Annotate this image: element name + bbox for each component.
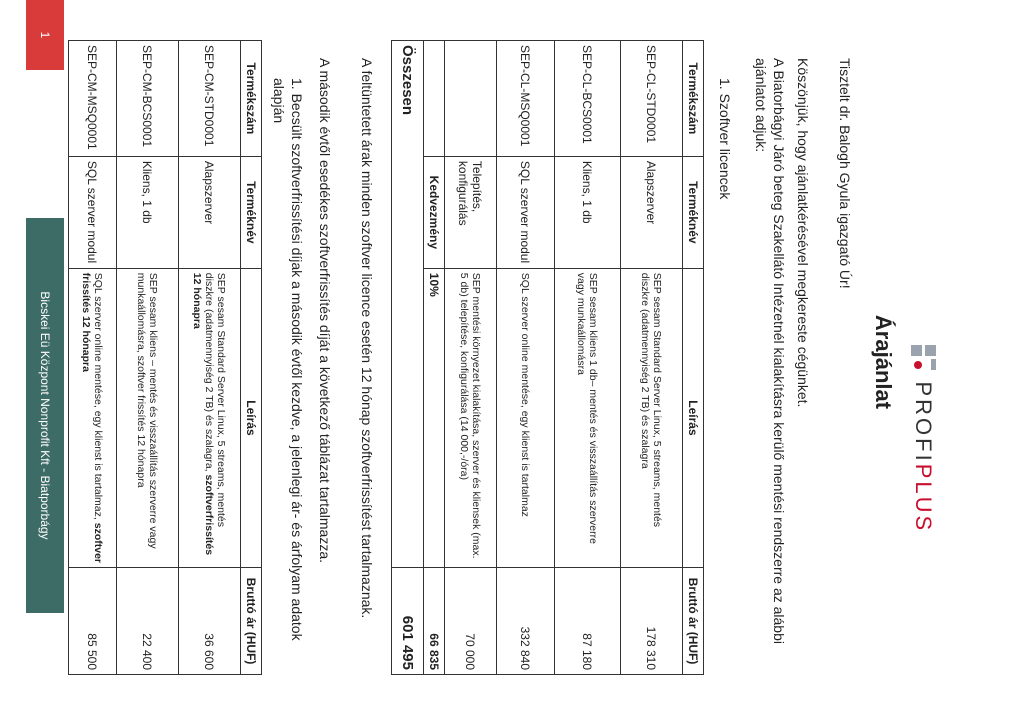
product-price: 85 500 [69,568,117,675]
product-price: 332 840 [497,568,555,675]
note-text: A feltüntetett árak minden szoftver licence esetén 12 hónap szoftverfrissítést tartalmaznak. [359,58,375,619]
product-description: SQL szerver online mentése, egy klienst is tartalmaz [497,268,555,567]
product-name: SQL szerver modul [69,156,117,268]
thanks-text: Köszönjük, hogy ajánlatkérésével megkereste cégünket. [795,58,811,408]
page-number: 1 [26,0,64,70]
product-description: SQL szerver online mentése, egy klienst is tartalmaz, szoftver frissítés 12 hónapra [69,268,117,567]
column-header: Bruttó ár (HUF) [683,568,704,675]
product-code: SEP-CM-BCS0001 [117,41,179,157]
table-row [445,41,497,675]
product-price: 87 180 [555,568,621,675]
product-price: 70 000 [445,568,497,675]
note2-text: A második évtől esedékes szoftverfrissítés díját a következő táblázat tartalmazza. [317,58,333,564]
profiplus-logo [910,345,936,565]
product-name: SQL szerver modul [497,156,555,268]
table-row [117,41,179,675]
discount-percent: 10% [424,268,445,567]
product-name: Kliens, 1 db [555,156,621,268]
logo-text: PROFIPLUS [911,381,936,534]
product-name: Telepítés, konfigurálás [445,156,497,268]
product-code: SEP-CL-BCS0001 [555,41,621,157]
column-header: Terméknév [683,156,704,268]
discount-row [424,41,445,675]
column-header: Termékszám [683,41,704,157]
update-fee-table [68,40,262,675]
product-code: SEP-CL-STD0001 [621,41,683,157]
product-description: SEP sesam kliens – mentés és visszaállítás szerverre vagy munkaállomásra, szoftver frissítés 12 hónapra [117,268,179,567]
product-code [445,41,497,157]
product-description: SEP sesam kliens 1 db– mentés és visszaállítás szerverre vagy munkaállomásra [555,268,621,567]
column-header: Terméknév [241,156,262,268]
product-price: 36 600 [179,568,241,675]
section-heading-2: 1. Becsült szoftverfrissítési díjak a második évtől kezdve, a jelenlegi ár- és árfolyam adatok alapján [271,78,305,641]
page-title: Árajánlat [871,314,896,410]
greeting: Tisztelt dr. Balogh Gyula igazgató Úr! [837,58,853,289]
table-row [555,41,621,675]
product-code: SEP-CM-MSQ0001 [69,41,117,157]
table-row [497,41,555,675]
product-code: SEP-CM-STD0001 [179,41,241,157]
column-header: Termékszám [241,41,262,157]
footer-company: Bicskei Eü Központ Nonprofit Kft - Biatporbágy [26,218,64,613]
logo-mark-icon [910,345,936,371]
licence-table [391,40,704,675]
product-description: SEP sesam Standard Server Linux, 5 streams, mentés diszkre (adatmennyiség 2 TB) és szalagra [621,268,683,567]
table-row [179,41,241,675]
product-description: SEP sesam Standard Server Linux, 5 streams, mentés diszkre (adatmennyiség 2 TB) és szalagra, szoftverfrissítés 12 hónapra [179,268,241,567]
column-header: Leírás [241,268,262,567]
discount-value: 66 835 [424,568,445,675]
product-price: 22 400 [117,568,179,675]
product-name: Alapszerver [179,156,241,268]
total-label: Összesen [392,41,424,568]
product-code: SEP-CL-MSQ0001 [497,41,555,157]
product-price: 178 310 [621,568,683,675]
total-value: 601 495 [392,568,424,675]
column-header: Bruttó ár (HUF) [241,568,262,675]
table-row [621,41,683,675]
table-header-row [683,41,704,675]
section-heading-1: 1. Szoftver licencek [717,78,733,200]
product-name: Alapszerver [621,156,683,268]
column-header: Leírás [683,268,704,567]
product-name: Kliens, 1 db [117,156,179,268]
total-row [392,41,424,675]
discount-label: Kedvezmény [424,156,445,268]
product-description: SEP mentési környezet kialakítása, szerver és kliensek (max. 5 db) telepítése, konfigurálása (14 000,-/óra) [445,268,497,567]
intro-text: A Biatorbágyi Járó beteg Szakellátó Intézetnél kialakításra kerülő mentési rendszerre az alábbi ajánlatot adjuk: [753,58,787,644]
table-header-row [241,41,262,675]
table-row [69,41,117,675]
